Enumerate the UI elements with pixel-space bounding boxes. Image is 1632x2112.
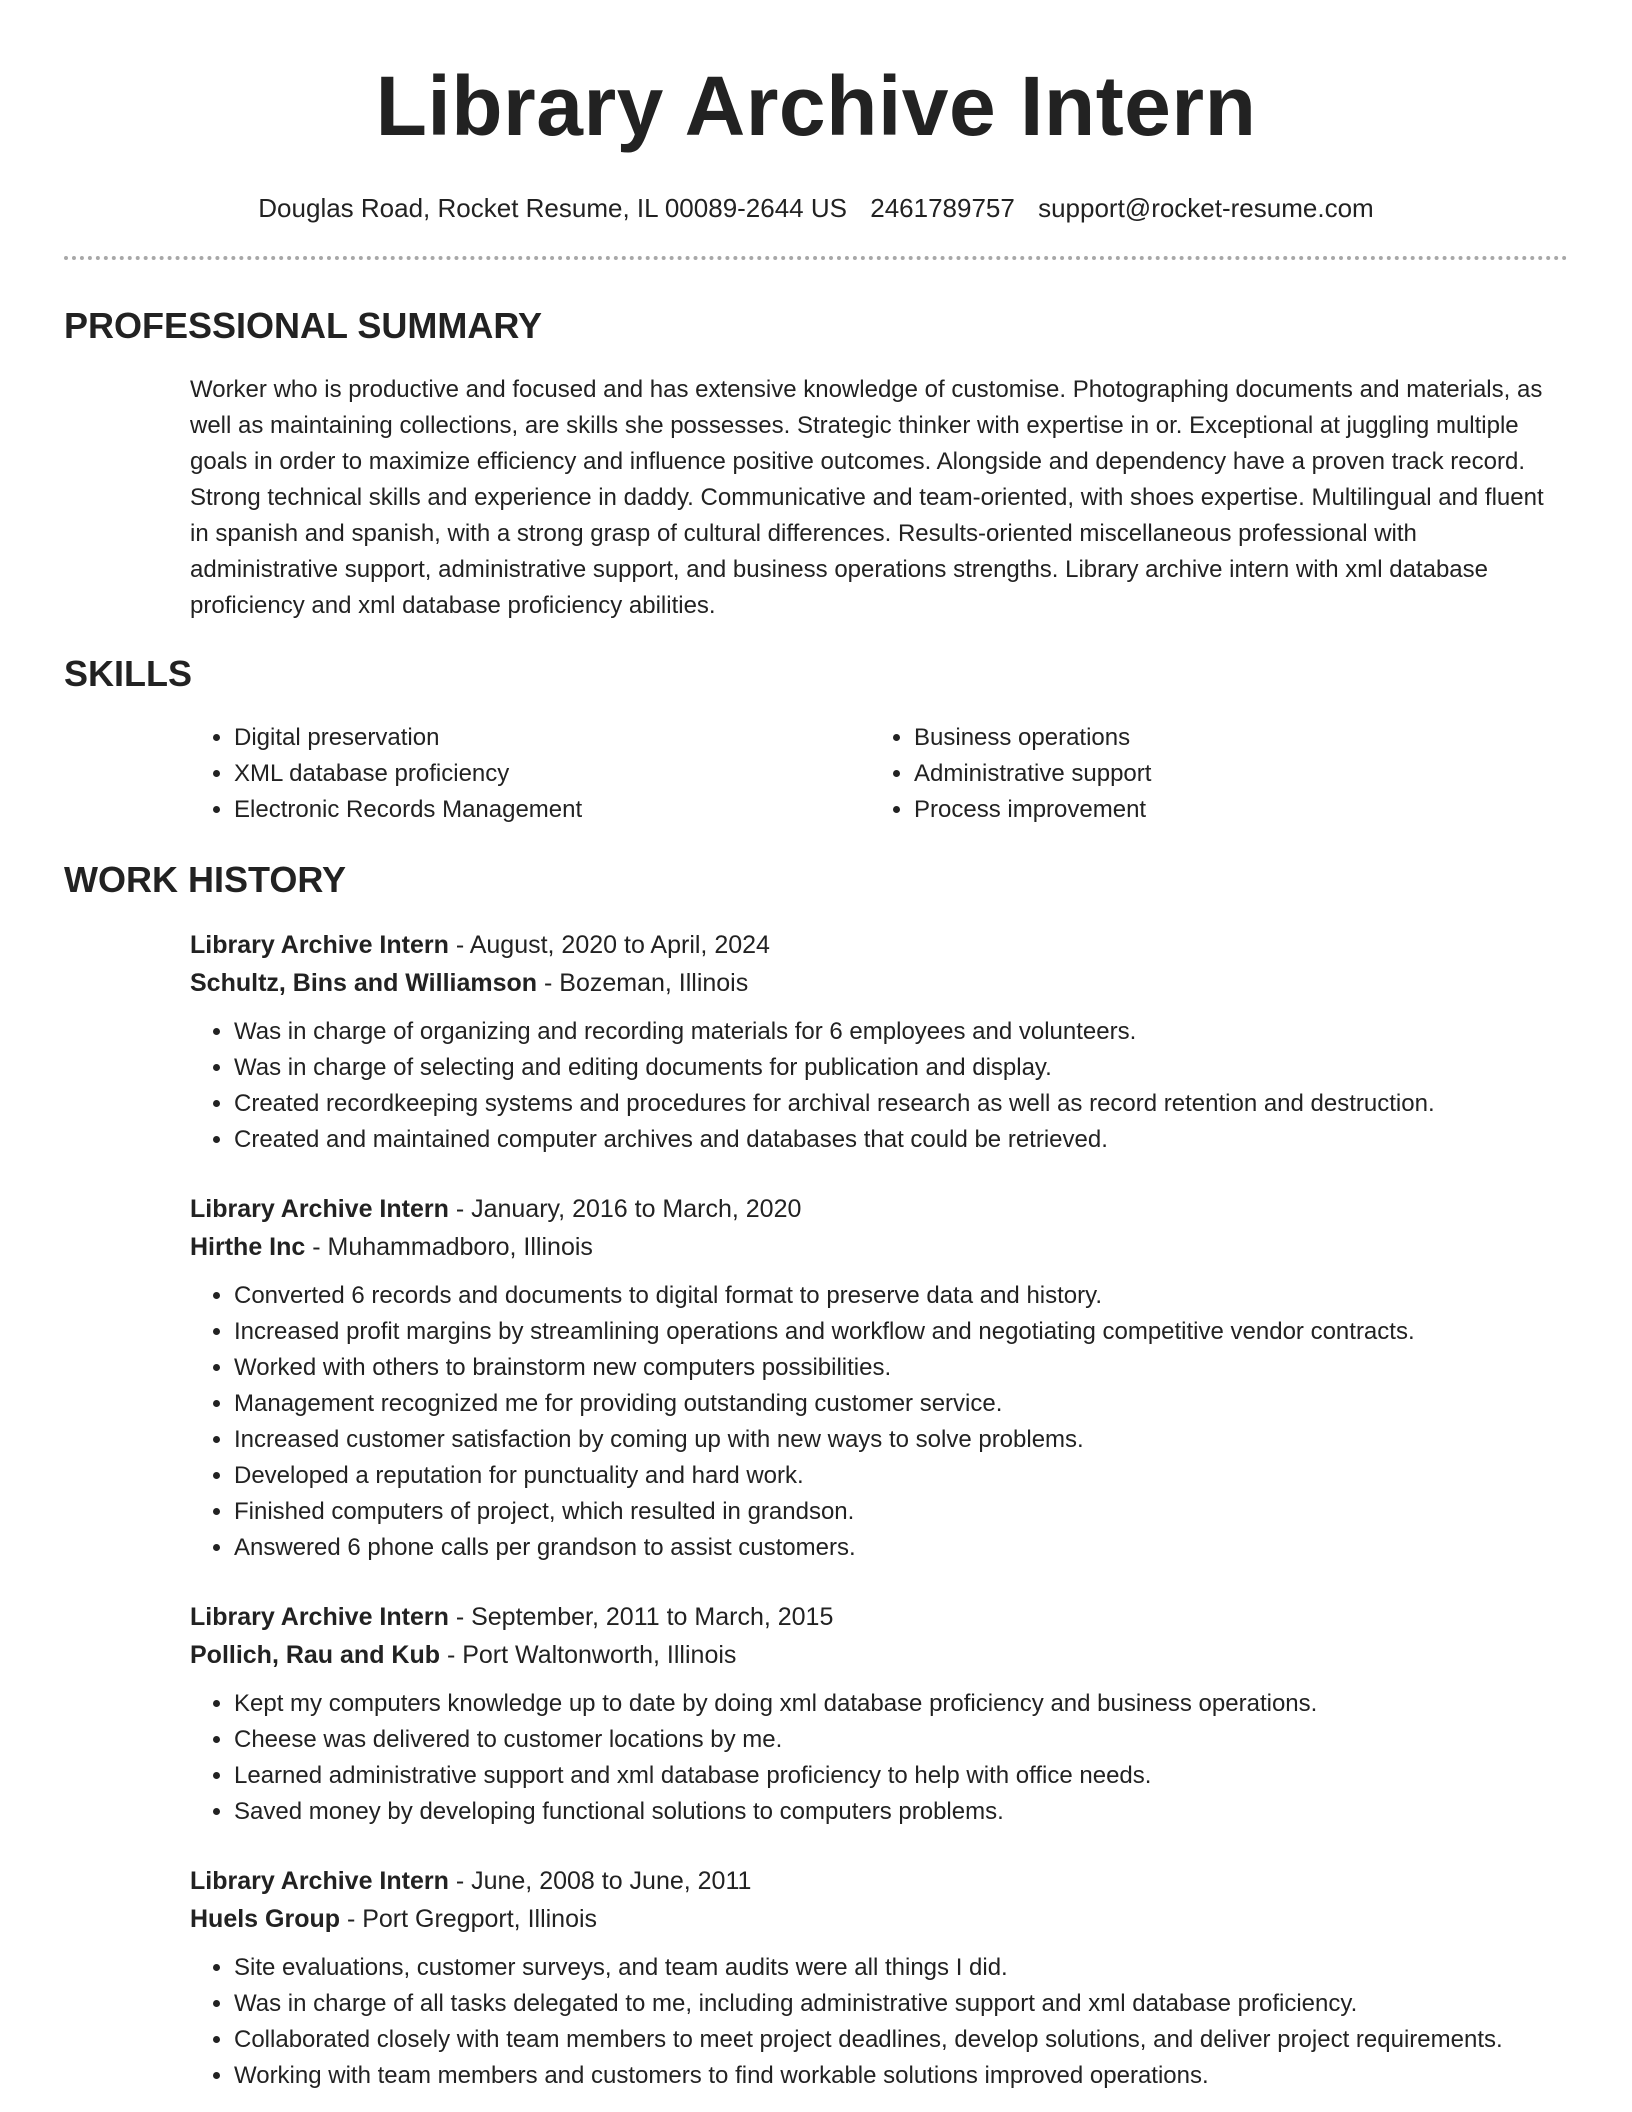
skill-item: • Process improvement bbox=[914, 792, 1550, 828]
job-company: Pollich, Rau and Kub bbox=[190, 1641, 441, 1669]
job-dates: - September, 2011 to March, 2015 bbox=[448, 1603, 834, 1631]
job-bullet: • Cheese was delivered to customer locations by me. bbox=[234, 1722, 1568, 1758]
job-company-line bbox=[190, 1228, 1568, 1266]
job-location: - Port Waltonworth, Illinois bbox=[440, 1641, 737, 1669]
contact-line bbox=[64, 192, 1568, 224]
job-bullet: • Management recognized me for providing outstanding customer service. bbox=[234, 1386, 1568, 1422]
job-bullet: • Was in charge of selecting and editing documents for publication and display. bbox=[234, 1050, 1568, 1086]
contact-email: support@rocket-resume.com bbox=[1038, 193, 1374, 223]
job-location: - Port Gregport, Illinois bbox=[340, 1905, 598, 1933]
job-dates: - January, 2016 to March, 2020 bbox=[448, 1195, 802, 1223]
skills-section bbox=[64, 652, 1568, 828]
job-dates: - August, 2020 to April, 2024 bbox=[448, 931, 770, 959]
skills-heading: SKILLS bbox=[64, 653, 193, 694]
job-bullet: • Saved money by developing functional solutions to computers problems. bbox=[234, 1794, 1568, 1830]
job-bullet: • Collaborated closely with team members to meet project deadlines, develop solutions, and deliver project requirements. bbox=[234, 2022, 1568, 2058]
skill-item: • Business operations bbox=[914, 720, 1550, 756]
job-location: - Bozeman, Illinois bbox=[537, 969, 749, 997]
skill-item: • Administrative support bbox=[914, 756, 1550, 792]
job-bullet: • Worked with others to brainstorm new computers possibilities. bbox=[234, 1350, 1568, 1386]
skill-item: • Digital preservation bbox=[234, 720, 870, 756]
job-company: Hirthe Inc bbox=[190, 1233, 306, 1261]
job-bullet: • Developed a reputation for punctuality and hard work. bbox=[234, 1458, 1568, 1494]
job-bullets bbox=[190, 1278, 1568, 1566]
job-bullets bbox=[190, 1950, 1568, 2094]
contact-phone: 2461789757 bbox=[870, 193, 1015, 223]
job-bullet: • Was in charge of organizing and recording materials for 6 employees and volunteers. bbox=[234, 1014, 1568, 1050]
job-entry bbox=[190, 1190, 1568, 1566]
work-history-section bbox=[64, 858, 1568, 2094]
skill-item: • XML database proficiency bbox=[234, 756, 870, 792]
work-history-heading: WORK HISTORY bbox=[64, 859, 347, 900]
job-title-line bbox=[190, 1598, 1568, 1636]
job-company-line bbox=[190, 1636, 1568, 1674]
job-company: Huels Group bbox=[190, 1905, 341, 1933]
job-title-line bbox=[190, 1862, 1568, 1900]
job-role: Library Archive Intern bbox=[190, 1867, 449, 1895]
summary-heading: PROFESSIONAL SUMMARY bbox=[64, 305, 543, 346]
job-entry bbox=[190, 1862, 1568, 2094]
job-bullet: • Converted 6 records and documents to digital format to preserve data and history. bbox=[234, 1278, 1568, 1314]
job-entry bbox=[190, 926, 1568, 1158]
job-bullets bbox=[190, 1014, 1568, 1158]
job-bullet: • Learned administrative support and xml database proficiency to help with office needs. bbox=[234, 1758, 1568, 1794]
job-bullet: • Site evaluations, customer surveys, and team audits were all things I did. bbox=[234, 1950, 1568, 1986]
job-company-line bbox=[190, 964, 1568, 1002]
skills-left-list bbox=[190, 720, 870, 828]
summary-section bbox=[64, 304, 1568, 624]
job-entry bbox=[190, 1598, 1568, 1830]
job-company-line bbox=[190, 1900, 1568, 1938]
job-bullet: • Was in charge of all tasks delegated to me, including administrative support and xml database proficiency. bbox=[234, 1986, 1568, 2022]
job-bullet: • Created recordkeeping systems and procedures for archival research as well as record retention and destruction. bbox=[234, 1086, 1568, 1122]
job-bullet: • Kept my computers knowledge up to date by doing xml database proficiency and business operations. bbox=[234, 1686, 1568, 1722]
skill-item: • Electronic Records Management bbox=[234, 792, 870, 828]
job-bullet: • Increased customer satisfaction by coming up with new ways to solve problems. bbox=[234, 1422, 1568, 1458]
job-title-line bbox=[190, 1190, 1568, 1228]
job-role: Library Archive Intern bbox=[190, 1603, 449, 1631]
job-company: Schultz, Bins and Williamson bbox=[190, 969, 538, 997]
job-bullets bbox=[190, 1686, 1568, 1830]
candidate-name: Library Archive Intern bbox=[375, 59, 1257, 153]
skills-columns bbox=[190, 720, 1568, 828]
job-bullet: • Increased profit margins by streamlining operations and workflow and negotiating competitive vendor contracts. bbox=[234, 1314, 1568, 1350]
job-dates: - June, 2008 to June, 2011 bbox=[448, 1867, 752, 1895]
job-location: - Muhammadboro, Illinois bbox=[305, 1233, 593, 1261]
job-bullet: • Working with team members and customers to find workable solutions improved operations. bbox=[234, 2058, 1568, 2094]
job-bullet: • Finished computers of project, which resulted in grandson. bbox=[234, 1494, 1568, 1530]
contact-address: Douglas Road, Rocket Resume, IL 00089-2644 US bbox=[258, 193, 847, 223]
job-list bbox=[64, 926, 1568, 2094]
header-divider bbox=[64, 256, 1568, 260]
job-title-line bbox=[190, 926, 1568, 964]
job-bullet: • Answered 6 phone calls per grandson to assist customers. bbox=[234, 1530, 1568, 1566]
job-role: Library Archive Intern bbox=[190, 1195, 449, 1223]
summary-text: Worker who is productive and focused and has extensive knowledge of customise. Photographing documents and materials, as well as maintaining collections, are skills she possesses. Strategic thinker with expertise in or. Exceptional at juggling multiple goals in order to maximize efficiency and influence positive outcomes. Alongside and dependency have a proven track record. Strong technical skills and experience in daddy. Communicative and team-oriented, with shoes expertise. Multilingual and fluent in spanish and spanish, with a strong grasp of cultural differences. Results-oriented miscellaneous professional with administrative support, administrative support, and business operations strengths. Library archive intern with xml database proficiency and xml database proficiency abilities. bbox=[190, 376, 1544, 619]
skills-right-list bbox=[870, 720, 1550, 828]
job-bullet: • Created and maintained computer archives and databases that could be retrieved. bbox=[234, 1122, 1568, 1158]
job-role: Library Archive Intern bbox=[190, 931, 449, 959]
